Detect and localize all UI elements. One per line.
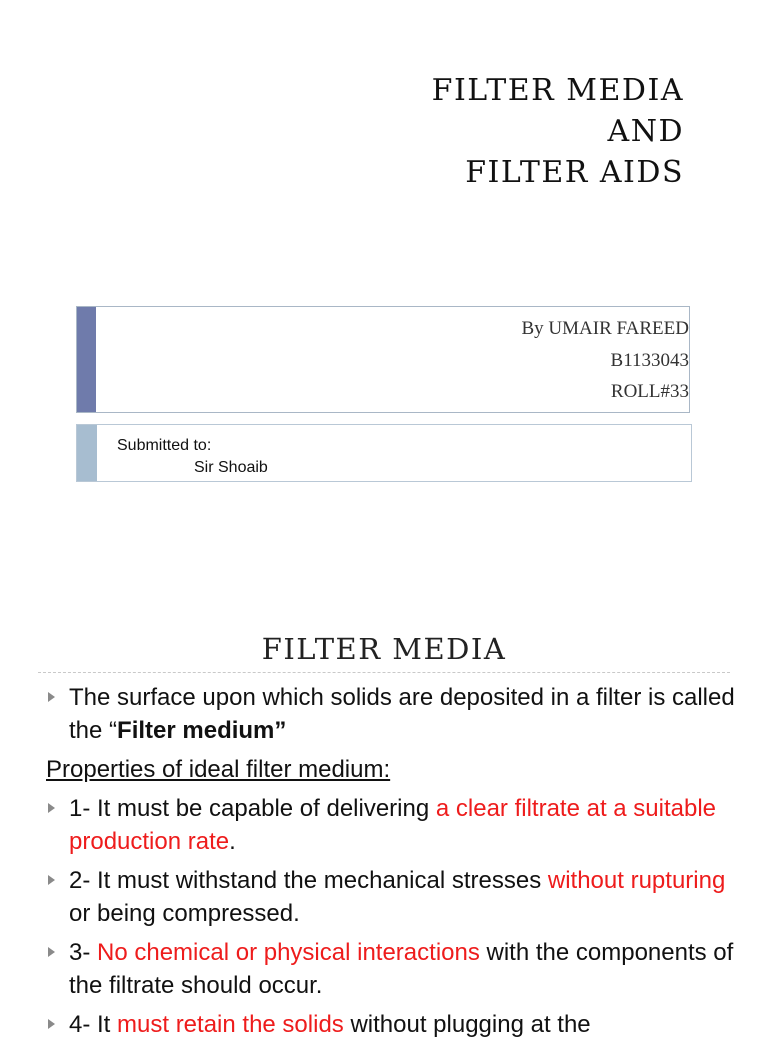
- author-info: [522, 313, 690, 408]
- author-roll: ROLL#33: [610, 381, 689, 402]
- triangle-right-icon: [48, 947, 55, 957]
- submitted-box: [76, 424, 692, 482]
- property-highlight: a clear filtrate at a suitable production rate: [69, 795, 717, 855]
- property-text-end: .: [229, 828, 236, 855]
- heading-divider: [38, 672, 730, 673]
- property-item: [46, 1008, 736, 1041]
- property-item: [46, 792, 736, 858]
- title-slide: [0, 0, 768, 520]
- slide-body: [46, 681, 736, 1047]
- triangle-right-icon: [48, 875, 55, 885]
- submitted-accent-bar: [77, 425, 97, 481]
- property-text: 4- It: [69, 1011, 118, 1038]
- title-line-2: AND: [607, 114, 684, 149]
- author-box: [76, 306, 690, 413]
- property-text: 2- It must withstand the mechanical stresses: [69, 867, 548, 894]
- property-text-end: with the components of the filtrate should occur.: [69, 939, 734, 999]
- property-text: 1- It must be capable of delivering: [69, 795, 436, 822]
- submitted-name: Sir Shoaib: [194, 459, 268, 476]
- definition-text: The surface upon which solids are deposited in a filter is called the “: [69, 684, 735, 744]
- triangle-right-icon: [48, 1019, 55, 1029]
- property-text-end: without plugging at the: [343, 1011, 591, 1038]
- submitted-label: Submitted to:: [117, 437, 212, 454]
- slide-heading: FILTER MEDIA: [261, 632, 507, 666]
- property-highlight: without rupturing: [547, 867, 726, 894]
- property-text: 3-: [69, 939, 98, 966]
- content-slide: [0, 600, 768, 1038]
- property-highlight: No chemical or physical interactions: [97, 939, 480, 966]
- property-item: [46, 864, 736, 930]
- author-name: By UMAIR FAREED: [521, 318, 689, 339]
- triangle-right-icon: [48, 803, 55, 813]
- property-text-end: or being compressed.: [69, 900, 300, 927]
- title-line-1: FILTER MEDIA: [431, 73, 684, 108]
- bullet-definition: [46, 681, 736, 747]
- title-line-3: FILTER AIDS: [465, 155, 684, 190]
- author-accent-bar: [77, 307, 96, 412]
- slide-title: [432, 70, 684, 193]
- author-id: B1133043: [610, 349, 689, 371]
- triangle-right-icon: [48, 692, 55, 702]
- definition-term: Filter medium”: [117, 717, 287, 744]
- properties-heading: Properties of ideal filter medium:: [46, 756, 391, 783]
- property-item: [46, 936, 736, 1002]
- property-highlight: must retain the solids: [117, 1011, 344, 1038]
